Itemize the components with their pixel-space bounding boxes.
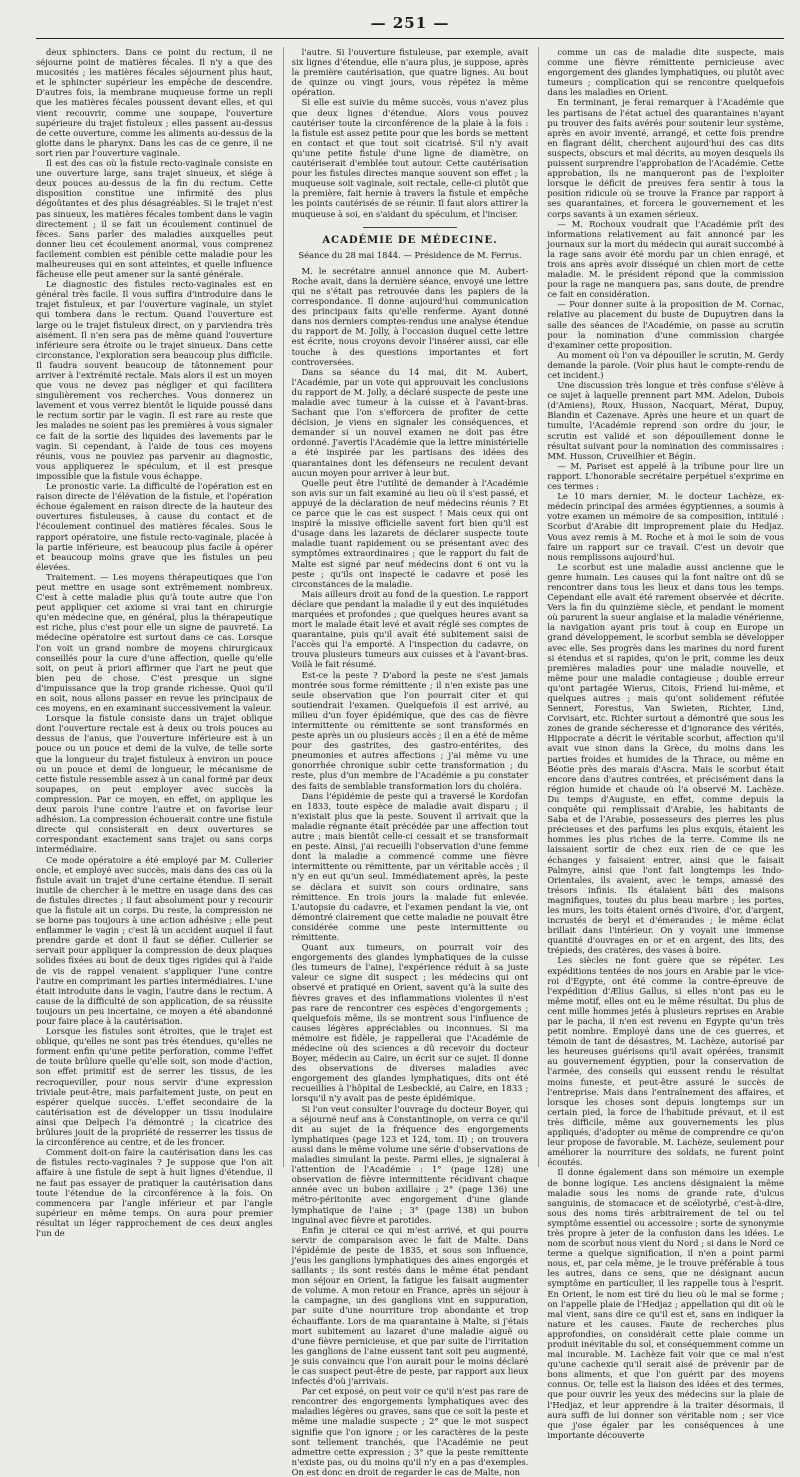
paragraph: Enfin je citerai ce qui m'est arrivé, et qui pourra servir de comparaison avec le fait de Malte. Dans l'épidémie de peste de 1835, et sous son influence, j'eus les ganglions lymphatiques des aines engorgés et saillants ; ils sont restés dans le même état pendant mon séjour en Orient, la fatigue les faisait augmenter de volume. A mon retour en France, après un séjour à la campagne, un des ganglions vint en suppuration, par suite d'une nourriture trop abondante et trop échauffante. Lors de ma quarantaine à Malte, si j'étais mort subitement au lazaret d'une maladie aiguë ou d'une fièvre pernicieuse, et que par suite de l'irritation les ganglions de l'aine eussent tant soit peu augmenté, je suis convaincu que l'on aurait pour le moins déclaré le cas suspect peut-être de peste, par rapport aux lieux infectés d'où j'arrivais. [291,1224,529,1387]
paragraph: Le scorbut est une maladie aussi ancienne que le genre humain. Les causes qui la font naître ont dû se rencontrer dans tous les lieux et dans tous les temps. Cependant elle avait été rarement observée et décrite. Vers la fin du quinzième siècle, et pendant le moment où parurent la sueur anglaise et la maladie vénérienne, la navigation ayant pris tout à coup en Europe un grand développement, le scorbut sembla se développer avec elle. Ses progrès dans les marines du nord furent si étendus et si rapides, qu'on le prit, comme les deux premières maladies pour une maladie nouvelle, et même pour une maladie contagieuse ; double erreur qu'ont partagée Wierus, Citois, Friend lui-même, et quelques autres ; mais qu'ont solidement réfutée Sennert, Forestus, Van Swieten, Richter, Lind, Corvisart, etc. Richter surtout a démontré que sous les zones de grande sécheresse et d'ignorance des vérités, Hippocrate a décrit le véritable scorbut, affection qu'il avait vue sinon dans la Grèce, du moins dans les parties froides et humides de la Thrace, ou même en Béotie près des marais d'Ascra. Mais le scorbut était encore dans d'autres contrées, et précisément dans la région humide et chaude où l'a observé M. Lachèze. Du temps d'Auguste, en effet, comme depuis la conquête qui remplissait d'Arabie, les habitants de Saba et de l'Arabie, possesseurs des pierres les plus précieuses et des parfums les plus exquis, étaient les hommes les plus riches de la terre. Comme ils ne laissaient sortir de chez eux rien de ce que les échanges y faisaient entrer, ainsi que le faisait Palmyre, ainsi que l'ont fait longtemps les Indo-Orientales, ils avaient, avec le temps, amassé des trésors infinis. Ils étalaient bâti des maisons magnifiques, toutes du plus beau marbre ; les portes, les murs, les toits étaient ornés d'ivoire, d'or, d'argent, incrustés de beryl et d'émeraudes ; le même éclat brillait dans l'intérieur. On y voyait une immense quantité d'ouvrages en or et en argent, des lits, des trépieds, des cratères, des vases à boire. [547,561,785,956]
paragraph: En terminant, je ferai remarquer à l'Académie que les partisans de l'état actuel des quarantaines n'ayant pu trouver des faits avérés pour soutenir leur système, après en avoir inventé, arrangé, et cette fois prendre en flagrant délit, cherchent aujourd'hui des cas dits suspects, obscurs et mal décrits, au moyen desquels ils puissent surprendre l'approbation de l'Académie. Cette approbation, ils ne manqueront pas de l'exploiter lorsque le déficit de preuves fera sentir à tous la position ridicule où se trouve la France par rapport à ses quarantaines, et forcera le gouvernement et les corps savants à un examen sérieux. [547,97,785,219]
column-2-top [292,47,529,219]
paragraph: deux sphincters. Dans ce point du rectum, il ne séjourne point de matières fécales. Il n'y a que des mucosités ; les matières fécales séjournent plus haut, et le sphincter supérieur les empêche de descendre. D'autres fois, la membrane muqueuse forme un repli que les matières fécales poussent devant elles, et qui vient recouvrir, comme une soupape, l'ouverture supérieure du trajet fistuleux ; elles passent au-dessus de cette ouverture, comme les aliments au-dessus de la glotte dans le pharynx. Dans les cas de ce genre, il ne sort rien par l'ouverture vaginale. [36,47,273,158]
paragraph: Une discussion très longue et très confuse s'élève à ce sujet à laquelle prennent part MM. Adelon, Dubois (d'Amiens), Roux, Husson, Nacquart, Mérat, Dupuy, Blandin et Cazenave. Après une heure et un quart de tumulte, l'Académie reprend son ordre du jour, le scrutin est validé et son dépouillement donne le résultat suivant pour la nomination des commissaires : MM. Husson, Cruveilhier et Bégin. [547,380,785,461]
section-separator [363,227,458,228]
paragraph: Quelle peut être l'utilité de demander à l'Académie son avis sur un fait examiné au lieu où il s'est passé, et appuyé de la déclaration de neuf médecins réunis ? Et ce parce que le cas est suspect ! Mais ceux qui ont inspiré la missive officielle savent fort bien qu'il est d'usage dans les lazarets de déclarer suspecte toute maladie tuant rapidement ou se présentant avec des symptômes extraordinaires ; que le rapport du fait de Malte est signé par neuf médecins dont 6 ont vu la peste ; qu'ils ont inspecté le cadavre et posé les circonstances de la maladie. [291,477,529,589]
paragraph: Quant aux tumeurs, on pourrait voir des engorgements des glandes lymphatiques de la cuisse (les tumeurs de l'aine), l'expérience réduit à sa juste valeur ce signe dit suspect ; les médecins qui ont observé et pratiqué en Orient, savent qu'à la suite des fièvres graves et des inflammations violentes il n'est pas rare de rencontrer ces espèces d'engorgements ; quelquefois même, ils se montrent sous l'influence de causes légères appréciables ou inconnues. Si ma mémoire est fidèle, je rappellerai que l'Académie de médecine où des sciences a dû recevoir du docteur Boyer, médecin au Caire, un écrit sur ce sujet. Il donne des observations de diverses maladies avec engorgement des glandes lymphatiques, dits ont été recueillies à l'hôpital de Lesbeckié, au Caire, en 1833 ; lorsqu'il n'y avait pas de peste épidémique. [291,942,529,1104]
paragraph: Mais ailleurs droit au fond de la question. Le rapport déclare que pendant la maladie il y eut des inquiétudes marquées et profondes ; que quelques heures avant sa mort le malade était levé et avait réglé ses comptes de quarantaine, puis qu'il avait été subitement saisi de l'accès qui l'a emporté. A l'inspection du cadavre, on trouva plusieurs tumeurs aux cuisses et à l'avant-bras. Voilà le fait résumé. [291,588,529,670]
paragraph: — M. Rochoux voudrait que l'Académie prît des informations relativement au fait annoncé par les journaux sur la mort du médecin qui aurait succombé à la rage sans avoir été mordu par un chien enragé, et trois ans après avoir disséqué un chien mort de cette maladie. M. le président répond que la commission pour la rage ne manquera pas, sans doute, de prendre ce fait en considération. [547,218,785,300]
paragraph: Lorsque les fistules sont étroites, que le trajet est oblique, qu'elles ne sont pas très étendues, qu'elles ne forment enfin qu'une petite perforation, comme l'effet de toute brûlure quelle qu'elle soit, son mode d'action, son effet primitif est de serrer les tissus, de les recroqueviller, pour nous servir d'une expression triviale peut-être, mais parfaitement juste, on peut en espérer quelque succès. L'effet secondaire de la cautérisation est de développer un tissu inodulaire ainsi que Delpech l'a démontré ; la cicatrice des brûlures jouit de la propriété de resserrer les tissus de la circonférence au centre, et de les froncer. [36,1026,273,1148]
paragraph: Lorsque la fistule consiste dans un trajet oblique dont l'ouverture rectale est à deux ou trois pouces au dessus de l'anus, que l'ouverture inférieure est à un pouce ou un pouce et demi de la vulve, de telle sorte que la longueur du trajet fistuleux à environ un pouce ou un pouce et demi de longueur, le mécanisme de cette fistule ressemble assez à un canal formé par deux soupapes, on peut employer avec succès la compression. Par ce moyen, en effet, on applique les deux parois l'une contre l'autre et on favorise leur adhésion. La compression échouerait contre une fistule directe qui consisterait en deux ouvertures se correspondant exactement sans trajet ou sans corps intermédiaire. [36,713,273,855]
paragraph: Il est des cas où la fistule recto-vaginale consiste en une ouverture large, sans trajet sinueux, et siége à deux pouces au-dessus de la fin du rectum. Cette disposition constitue une infirmité des plus dégoûtantes et des plus désagréables. Si le trajet n'est pas sinueux, les matières fécales tombent dans le vagin directement ; il se fait un écoulement continuel de fèces. Sans parler des maladies auxquelles peut donner lieu cet écoulement anormal, vous comprenez facilement combien est pénible cette maladie pour les malheureuses qui en sont atteintes, et quelle influence fâcheuse elle peut amener sur la santé générale. [36,158,273,280]
paragraph: Le 10 mars dernier, M. le docteur Lachèze, ex-médecin principal des armées égyptiennes, a soumis à votre examen un mémoire de sa composition, intitulé : Scorbut d'Arabie dit improprement plaie du Hedjaz. Vous avez remis à M. Roche et à moi le soin de vous faire un rapport sur ce travail. C'est un devoir que nous remplissons aujourd'hui. [547,491,785,562]
paragraph: Au moment où l'on va dépouiller le scrutin, M. Gerdy demande la parole. (Voir plus haut le compte-rendu de cet incident.) [547,349,785,380]
paragraph: Ce mode opératoire a été employé par M. Cullerier oncle, et employé avec succès, mais dans des cas où la fistule avait un trajet d'une certaine étendue. Il serait inutile de chercher à le mettre en usage dans des cas de fistules directes ; il faut absolument pour y recourir que la fistule ait un corps. Du reste, la compression ne se borne pas toujours à une action adhésive ; elle peut enflammer le vagin ; c'est là un accident auquel il faut prendre garde et dont il faut se défier. Cullerier se servait pour appliquer la compression de deux plaques solides fixées au bout de deux tiges rigides qui à l'aide de vis de rappel venaient s'appliquer l'une contre l'autre en comprimant les parties intermédiaires. L'une était introduite dans le vagin, l'autre dans le rectum. A cause de la difficulté de son application, de sa réussite toujours un peu incertaine, ce moyen a été abandonné pour faire place à la cautérisation. [36,854,273,1026]
paragraph: Par cet exposé, on peut voir ce qu'il n'est pas rare de rencontrer des engorgements lymphatiques avec des maladies légères ou graves, sans que ce soit la peste et même une maladie suspecte ; 2° que le mot suspect signifie que l'on ignore ; or les caractères de la peste sont tellement tranchés, que l'Académie ne peut admettre cette expression ; 3° que la peste remittente n'existe pas, ou du moins qu'il n'y en a pas d'exemples. On est donc en droit de regarder le cas de Malte, non [291,1386,529,1477]
paragraph: Le pronostic varie. La difficulté de l'opération est en raison directe de l'élévation de la fistule, et l'opération échoue également en raison directe de la hauteur des ouvertures fistuleuses, à cause du contact et de l'écoulement continuel des matières fécales. Sous le rapport opératoire, une fistule recto-vaginale, placée à la partie inférieure, est beaucoup plus facile à opérer et beaucoup moins grave que les fistules un peu élevées. [36,481,273,572]
section-heading: ACADÉMIE DE MÉDECINE. [322,234,498,246]
session-line: Séance du 28 mai 1844. — Présidence de M. Ferrus. [298,249,522,260]
paragraph: Traitement. — Les moyens thérapeutiques que l'on peut mettre en usage sont extrêmement nombreux. C'est à cette maladie plus qu'à toute autre que l'on peut appliquer cet axiome si vrai tant en chirurgie qu'en médecine que, en général, plus la thérapeutique est riche, plus c'est pour elle un signe de pauvreté. La médecine opératoire est surtout dans ce cas. Lorsque l'on voit un grand nombre de moyens chirurgicaux conseillés pour la cure d'une affection, quelle qu'elle soit, on peut à priori affirmer que l'art ne peut que bien peu de chose. C'est presque un signe d'impuissance que la trop grande richesse. Quoi qu'il en soit, nous allons passer en revue les principaux de ces moyens, en en examinant successivement la valeur. [36,571,273,714]
paragraph: Si l'on veut consulter l'ouvrage du docteur Boyer, qui a séjourné neuf ans à Constantinople, on verra ce qu'il dit au sujet de la fréquence des engorgements lymphatiques (page 123 et 124, tom. II) ; on trouvera aussi dans le même volume une série d'observations de maladies simulant la peste. Parmi elles, je signalerai à l'attention de l'Académie : 1° (page 128) une observation de fièvre intermittente récidivant chaque année avec un bubon axillaire ; 2° (page 136) une métro-péritonite avec engorgement d'une glande lymphatique de l'aine ; 3° (page 138) un bubon inguinal avec fièvre et parotides. [291,1103,529,1225]
column-2-body [292,266,529,1477]
paragraph: Si elle est suivie du même succès, vous n'avez plus que deux lignes d'étendue. Alors vous pouvez cautériser toute la circonférence de la plaie à la fois : la fistule est assez petite pour que les bords se mettent en contact et que tout soit cicatrisé. S'il n'y avait qu'une petite fistule d'une ligne de diamètre, on cautériserait d'emblée tout autour. Cette cautérisation pour les fistules directes manque souvent son effet ; la muqueuse soit vaginale, soit rectale, celle-ci plutôt que la première, fait hernie à travers la fistule et empêche les points cautérisés de se réunir. Il faut alors attirer la muqueuse à soi, en s'aidant du spéculum, et l'inciser. [291,97,529,219]
paragraph: Le diagnostic des fistules recto-vaginales est en général très facile. Il vous suffira d'introduire dans le trajet fistuleux, et par l'ouverture vaginale, un stylet qui tombera dans le rectum. Quand l'ouverture est large ou le trajet fistuleux direct, on y parviendra très aisément. Il n'en sera pas de même quand l'ouverture inférieure sera étroite ou le trajet sinueux. Dans cette circonstance, l'exploration sera beaucoup plus difficile. Il faudra souvent beaucoup de tâtonnement pour arriver à l'extrémité rectale. Mais alors il est un moyen que vous ne devez pas négliger et qui facilitera singulièrement vos recherches. Vous donnerez un lavement et vous verrez bientôt le liquide poussé dans le rectum sortir par le vagin. Il est rare au reste que les malades ne soient pas les premières à vous signaler ce fait de la sortie des liquides des lavements par le vagin. Si cependant, à l'aide de tous ces moyens réunis, vous ne pouviez pas parvenir au diagnostic, vous appliquerez le spéculum, et il est presque impossible que la fistule vous échappe. [36,279,273,481]
paragraph: Dans l'épidémie de peste qui a traversé le Kordofan en 1833, toute espèce de maladie avait disparu ; il n'existait plus que la peste. Souvent il arrivait que la maladie régnante était précédée par une affection tout autre ; mais bientôt celle-ci cessait et se transformait en peste. Ainsi, j'ai recueilli l'observation d'une femme dont la maladie a commencé comme une fièvre intermittente ou rémittente, par un véritable accès ; il n'y en eut qu'un seul. Immédiatement après, la peste se déclara et suivit son cours ordinaire, sans rémittence. En trois jours la malade fut enlevée. L'autopsie du cadavre, et l'examen pendant la vie, ont démontré clairement que cette maladie ne pouvait être considérée comme une peste intermittente ou rémittente. [291,790,529,942]
paragraph: — M. Pariset est appelé à la tribune pour lire un rapport. L'honorable secrétaire perpétuel s'exprime en ces termes : [547,460,785,492]
header-rule [36,38,784,39]
paragraph: Est-ce la peste ? D'abord la peste ne s'est jamais montrée sous forme rémittente ; il n'en existe pas une seule observation que l'on pourrait citer et qui soutiendrait l'examen. Quelquefois il est arrivé, au milieu d'un foyer épidémique, que des cas de fièvre intermittente ou rémittente se sont transformés en peste après un ou plusieurs accès ; il en a été de même pour des gastrites, des gastro-entérites, des pneumonies et autres affections ; j'ai même vu une gonorrhée chronique subir cette transformation ; du reste, plus d'un membre de l'Académie a pu constater des faits de semblable transformation lors du choléra. [291,669,529,791]
paragraph: l'autre. Si l'ouverture fistuleuse, par exemple, avait six lignes d'étendue, elle n'aura plus, je suppose, après la première cautérisation, que quatre lignes. Au bout de quinze ou vingt jours, vous répétez la même opération. [291,47,529,98]
paragraph: — Pour donner suite à la proposition de M. Cornac, relative au placement du buste de Dupuytren dans la salle des séances de l'Académie, on passe au scrutin pour la nomination d'une commission chargée d'examiner cette proposition. [547,299,785,350]
paragraph: M. le secrétaire annuel annonce que M. Aubert-Roche avait, dans la dernière séance, envoyé une lettre qui ne s'était pas retrouvée dans les papiers de la correspondance. Il donne aujourd'hui communication des principaux faits qu'elle renferme. Ayant donné dans nos derniers comptes-rendus une analyse étendue du rapport de M. Jolly, à l'occasion duquel cette lettre est écrite, nous croyons devoir l'insérer aussi, car elle touche à des questions importantes et fort controversées. [291,265,529,367]
paragraph: Il donne également dans son mémoire un exemple de bonne logique. Les anciens désignaient la même maladie sous les noms de grande rate, d'ulcus sanguinis, de stomacace et de scélotyrbé, c'est-à-dire, sous des noms tirés arbitrairement de tel ou tel symptôme essentiel ou accessoire ; sorte de synonymie très propre à jeter de la confusion dans les idées. Le nom de scorbut nous vient du Nord ; si dans le Nord ce terme a quelque signification, il n'en a point parmi nous, et, par cela même, je le trouve préférable à tous les autres, dans ce sens, que ne désignant aucun symptôme en particulier, il les rappelle tous à l'esprit. En Orient, le nom est tiré du lieu où le mal se forme ; on l'appelle plaie de l'Hedjaz ; appellation qui dit où le mal vient, sans dire ce qu'il est et, sans en indiquer la nature et les causes. Faute de recherches plus approfondies, on considérait cette plaie comme un produit inévitable du sol, et conséquemment comme un mal incurable. M. Lachèze fait voir que ce mal n'est qu'une cachexie qu'il serait aisé de prévenir par de bons aliments, et que l'on guérit par des moyens connus. Or, telle est la liaison des idées et des termes, que pour ouvrir les yeux des médecins sur la plaie de l'Hedjaz, et leur apprendre à la traiter désormais, il aura suffi de lui donner son véritable nom ; ser vice que j'ose égaler par les conséquences à une importante découverte [547,1167,785,1440]
column-1 [36,47,273,1238]
paragraph: Les siècles ne font guère que se répéter. Les expéditions tentées de nos jours en Arabie par le vice-roi d'Egypte, ont été comme la contre-épreuve de l'expédition d'Ælius Gallus, si elles n'ont pas eu le même motif, elles ont eu le même résultat. Du plus de cent mille hommes jetés à plusieurs reprises en Arabie par le pacha, il n'en est revenu en Egypte qu'un très petit nombre. Employé dans une de ces guerres, et témoin de tant de désastres, M. Lachèze, autorisé par les heureuses guérisons qu'il avait opérées, transmit au gouvernement égyptien, pour la conservation de l'armée, des conseils qui eussent rendu le résultat moins funeste, et peut-être assuré le succès de l'entreprise. Mais dans l'entraînement des affaires, et lorsque les choses sont depuis longtemps sur un certain pied, la force de l'habitude prévaut, et il est très difficile, même aux gouvernements les plus appliqués, d'adopter ou même de comprendre ce qu'on leur propose de favorable. M. Lachèze, seulement pour améliorer la nourriture des soldats, ne furent point écoutés. [547,955,785,1168]
columns [36,47,785,1477]
page-number: — 251 — [370,14,450,32]
column-2 [283,47,529,1477]
paragraph: Comment doit-on faire la cautérisation dans les cas de fistules recto-vaginales ? Je suppose que l'on ait affaire à une fistule de sept à huit lignes d'étendue, il ne faut pas essayer de pratiquer la cautérisation dans toute l'étendue de la circonférence à la fois. On commencera par l'angle inférieur et par l'angle supérieur en même temps. On aura pour premier résultat un léger rapprochement de ces deux angles l'un de [36,1147,273,1238]
column-3 [538,47,785,1440]
paragraph: Dans sa séance du 14 mai, dit M. Aubert, l'Académie, par un vote qui approuvait les conclusions du rapport de M. Jolly, a déclaré suspecte de peste une maladie avec tumeur à la cuisse et à l'avant-bras. Sachant que l'on s'efforcera de profiter de cette décision, je viens en signaler les conséquences, et demander si un nouvel examen ne doit pas être ordonné. J'avertis l'Académie que la lettre ministérielle a été inspirée par les partisans des idées des quarantaines dont les défenseurs ne reculent devant aucun moyen pour arriver à leur but. [291,366,529,478]
paragraph: comme un cas de maladie dite suspecte, mais comme une fièvre rémittente pernicieuse avec engorgement des glandes lymphatiques, ou plutôt avec tumeurs ; complication qui se rencontre quelquefois dans les maladies en Orient. [547,47,785,98]
